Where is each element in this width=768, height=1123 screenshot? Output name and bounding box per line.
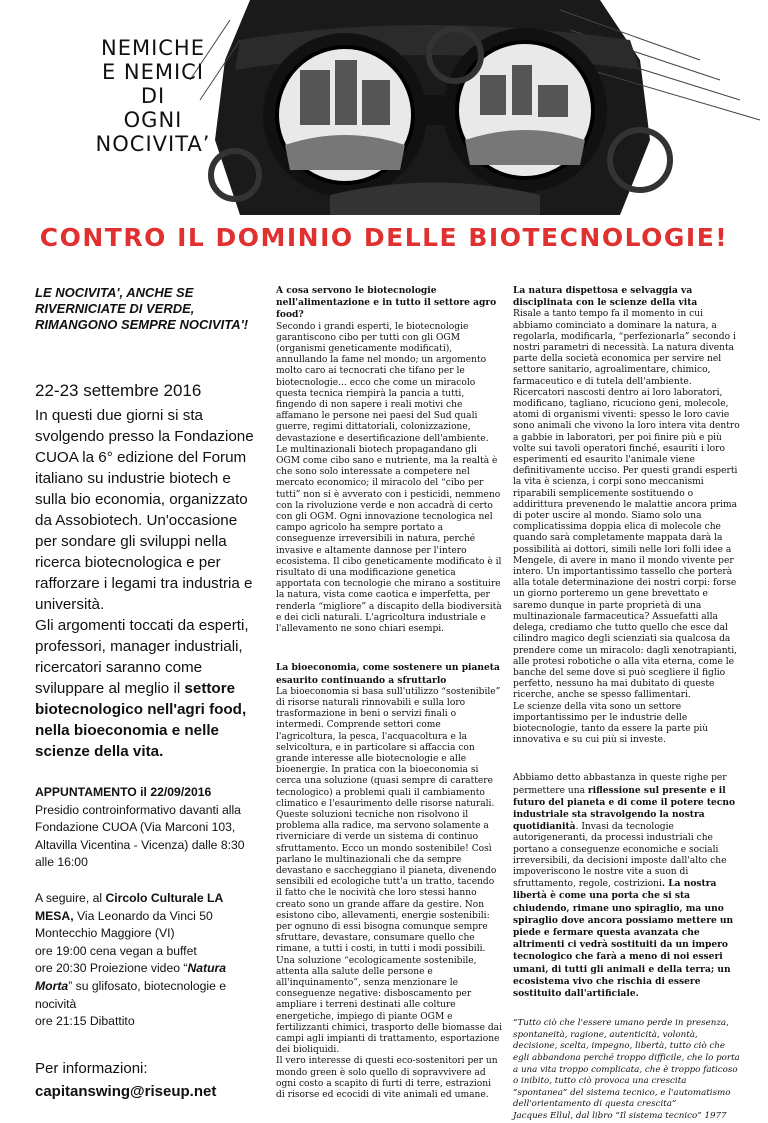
venue-name: Circolo Culturale LA MESA,	[35, 890, 223, 923]
section-heading: La natura dispettosa e selvaggia va disciplinata con le scienze della vita	[513, 285, 698, 309]
column-life-sciences	[513, 285, 743, 1123]
lead-slogan: LE NOCIVITA', ANCHE SE RIVERNICIATE DI VERDE, RIMANGONO SEMPRE NOCIVITA'!	[35, 285, 249, 332]
quote	[513, 1018, 743, 1122]
conclusion-text: Abbiamo detto abbastanza in queste righe per permettere una	[513, 773, 727, 796]
venue-address: Via Leonardo da Vinci 50 Montecchio Maggiore (VI)	[35, 908, 213, 941]
header-title-line: NOCIVITA’	[95, 132, 211, 156]
contact-info	[35, 1057, 257, 1103]
section-text: La bioeconomia si basa sull'utilizzo “sostenibile” di risorse naturali rinnovabili e sulla loro trasformazione in beni o servizi finali o intermedi. Comprende settori come l'agricoltura, la pesca, l'acquacoltura e la selvicoltura, e in particolare si affaccia con grande interesse alle biotecnologie e alle bioenergie. In pratica con la bioeconomia si cerca una soluzione (quasi sempre di carattere tecnologico) a problemi quali il cambiamento climatico e l'esaurimento delle risorse naturali. Queste soluzioni tecniche non risolvono il problema alla radice, ma servono solamente a riverniciare di verde un sistema di continuo sfruttamento. Ecco un mondo sostenibile! Così parlano le multinazionali che da sempre devastano e saccheggiano il pianeta, divenendo sensibili ed ecologiche tutt'a un tratto, tacendo il fatto che le nocività che loro stessi hanno creato sono un grande affare da gestire. Non esistono cibo, allevamenti, energie sostenibili: per ognuno di essi bisogna comunque sempre sfruttare, devastare, consumare quello che rimane, a tutti i costi, in tutti i modi possibili.	[276, 686, 501, 955]
section-heading: La bioeconomia, come sostenere un pianeta esaurito continuando a sfruttarlo	[276, 662, 500, 686]
follow-text: A seguire, al	[35, 890, 106, 905]
evening-program	[35, 890, 257, 1031]
conclusion	[513, 773, 743, 1000]
info-title: Per informazioni:	[35, 1059, 148, 1077]
section-text: Le scienze della vita sono un settore importantissimo per le industrie delle biotecnologie, tanto da essere la parte più innovativa e su cui più si investe.	[513, 701, 709, 746]
projection-text: ore 20:30 Proiezione video “	[35, 961, 188, 976]
event-intro	[35, 405, 257, 762]
conclusion-highlight: riflessione sul presente e il futuro del pianeta e di come il potere tecno industriale sta stravolgendo la nostra quotidianità	[513, 784, 736, 833]
intro-text: In questi due giorni si sta svolgendo presso la Fondazione CUOA la 6° edizione del Forum italiano su industrie biotech e sulla bio economia, organizzato da Assobiotech. Un'occasione per sondare gli sviluppi nella ricerca biotecnologica e per rafforzare i legami tra industria e università.	[35, 407, 254, 613]
debate-line: ore 21:15 Dibattito	[35, 1014, 135, 1029]
section-heading: A cosa servono le biotecnologie nell'alimentazione e in tutto il settore agro food?	[276, 285, 497, 321]
section-text: Risale a tanto tempo fa il momento in cui abbiamo cominciato a dominare la natura, a regolarla, modificarla, “perfezionarla” secondo i nostri parametri di necessità. La natura diventa parte della società economica per servire nel settore sanitario, agroalimentare, chimico, farmaceutico e di tutela dell'ambiente. Ricercatori nascosti dentro ai loro laboratori, modificano, tagliano, ricucionо geni, molecole, atomi di organismi viventi: spesso le loro cavie sono animali che vivono la loro intera vita dentro a gabbie in laboratori, per poi finire più e più volte sui tavoli operatori finché, esauriti i loro esperimenti ed esaurito l'animale viene definitivamente ucciso. Per questi grandi esperti la vita è scienza, i corpi sono meccanismi riparabili semplicemente sostituendo o addirittura prevenendo le malattie ancora prima di poter uscire al mondo. Siamo solo una complicatissima doppia elica di molecole che quando sarà completamente mappata darà la possibilità ai dottori, simili nelle lori folli idee a Mengele, di avere in mano il mondo vivente per intero. Un importantissimo tassello che porterà alla totale determinazione dei nostri corpi: forse un giorno porteremo un gene brevettato e saremo dunque in parte proprietà di una multinazionale farmaceutica? Assuefatti alla delega, crediamo che tutto quello che esce dal cilindro magico degli scienziati sia qualcosa da prendere come un miracolo: dagli xenotrapianti, alle protesi robotiche o alla vita eterna, come le banche del seme dove si può scegliere il figlio perfetto, nessuno ha mai dubitato di queste ricerche, anche se spesso fallimentari.	[513, 309, 740, 701]
header-title	[88, 36, 218, 156]
banner-title: CONTRO IL DOMINIO DELLE BIOTECNOLOGIE!	[39, 223, 729, 252]
column-event	[35, 285, 257, 1103]
header-title-line: E NEMICI	[101, 60, 205, 84]
conclusion-text: . Invasi da tecnologie autorigenerantі, da processi industriali che portano a conseguenze economiche e sociali irreversibili, da decisioni imposte dall'alto che impoveriscono le nostre vite a suon di sfruttamento, regole, costrizioni	[513, 822, 727, 890]
section-text: Il vero interesse di questi eco-sostenitori per un mondo green è solo quello di sopravvivere ad ogni costo a scapito di furti di terre, estrazioni di risorse ed ecocidi di vite animali ed umane.	[276, 1056, 498, 1101]
dinner-line: ore 19:00 cena vegan a buffet	[35, 943, 197, 958]
appointment-text: Presidio controinformativo davanti alla Fondazione CUOA (Via Marconi 103, Altavilla Vicentina - Vicenza) dalle 8:30 alle 16:00	[35, 802, 245, 870]
appointment	[35, 784, 257, 872]
column-biotech	[276, 285, 502, 1101]
quote-text: “Tutto ciò che l'essere umano perde in presenza, spontaneità, ragione, autenticità, volontà, decisione, scelta, impegno, libertà, tutto ciò che egli abbandona perché troppo difficile, che lo porta a una vita troppo complicata, che è troppo faticoso o inibito, tutto ciò provoca una crescita “spontanea” del sistema tecnico, e l'automatismo dell'orientamento di questa crescita”	[513, 1018, 740, 1110]
event-date: 22-23 settembre 2016	[35, 381, 202, 400]
header-title-line: OGNI	[123, 108, 183, 132]
quote-source: Jacques Ellul, dal libro “Il sistema tecnico” 1977	[513, 1110, 727, 1121]
appointment-title: APPUNTAMENTO il 22/09/2016	[35, 785, 212, 799]
projection-text-2: ” su glifosato, biotecnologie e nocività	[35, 978, 227, 1011]
intro-text-2: Gli argomenti toccati da esperti, professori, manager industriali, ricercatori saranno come sviluppare al meglio il	[35, 617, 249, 697]
film-title: Natura Morta	[35, 961, 227, 993]
contact-email[interactable]: capitanswing@riseup.net	[35, 1082, 217, 1100]
header-title-line: NEMICHE	[100, 36, 205, 60]
conclusion-highlight: . La nostra libertà è come una porta che si sta chiudendo, rimane uno spiraglio, ma uno spiraglio dove ancora possiamo mettere un piede e fermare questa avanzata che altrimenti ci vedrà sostituiti da un impero tecnologico che farà a meno di noi esseri umani, di tutti gli animali e della terra; un ecosistema vivo che rischia di essere sostituito dall'artificiale.	[513, 878, 734, 999]
section-text: Una soluzione “ecologicamente sostenibile, attenta alla salute delle persone e all'inquinamento”, senza menzionare le conseguenze negative: disboscamento per ampliare i terreni destinati alle colture energetiche, impiego di piante OGM e fertilizzanti chimici, trasporto delle biomasse dai campi agli impianti di trattamento, esportazione dei bioliquidi.	[276, 955, 503, 1056]
intro-highlight: settore biotecnologico nell'agri food, nella bioeconomia e nelle scienze della vita.	[35, 680, 247, 760]
header-illustration	[0, 0, 768, 215]
header-title-line: DI	[140, 84, 166, 108]
section-text: Secondo i grandi esperti, le biotecnologie garantiscono cibo per tutti con gli OGM (organismi geneticamente modificati), annullando la fame nel mondo; un argomento molto caro ai tecnocrati che tifano per le biotecnologie... ecco che come un miracolo questa tecnica riempirà la pancia a tutti, fingendo di non sapere i reali motivi che affamano le persone nei paesi del Sud quali guerre, regimi dittatoriali, colonizzazione, devastazione e desertificazione dell'ambiente. Le multinazionali biotech propagandano gli OGM come cibo sano e nutriente, ma la realtà è che sono solo interessate a competere nel mercato economico; il miracolo del “cibo per tutti” non si è avverato con i pesticidi, nemmeno con la rivoluzione verde e non accadrà di certo con gli OGM. Ogni innovazione tecnologica nel campo agricolo ha sempre portato a conseguenze irreversibili in natura, perché invasive e altamente dannose per l'intero ecosistema. Il cibo geneticamente modificato è il risultato di una modificazione genetica apportata con tecnologie che mirano a sostituire la natura, vista come caotica e imperfetta, per renderla “migliore” a discapito della biodiversità e dei cicli naturali. L'agricoltura industriale e l'allevamento ne sono chiari esempi.	[276, 321, 502, 635]
